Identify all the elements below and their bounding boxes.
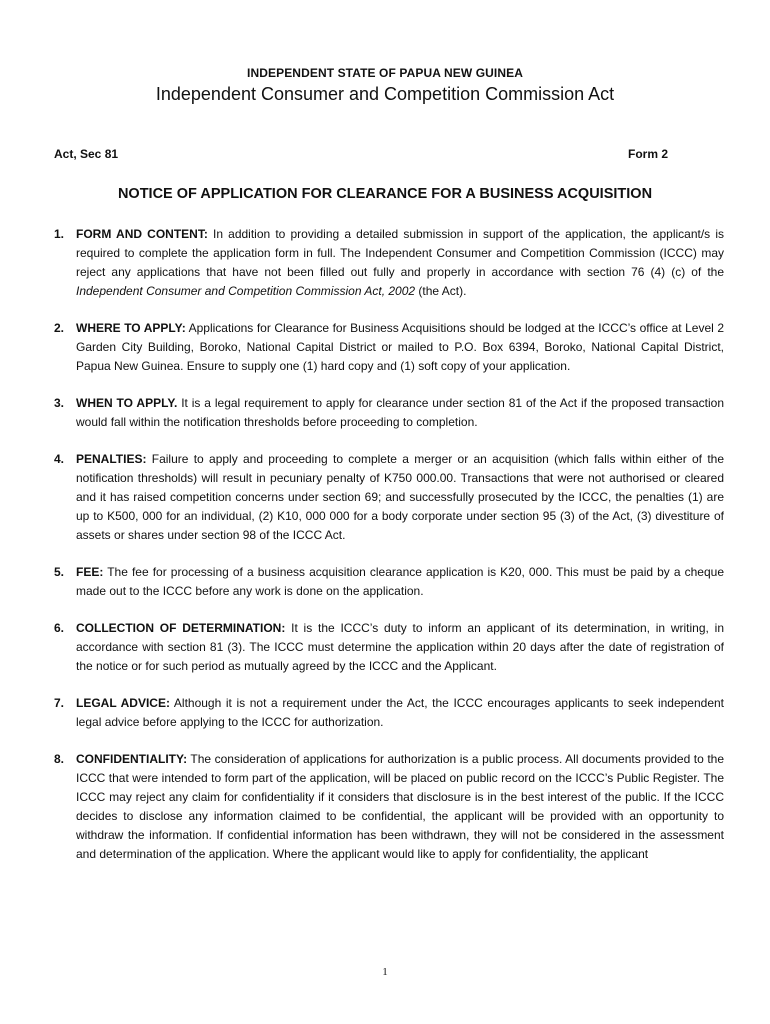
- item-number: 6.: [54, 621, 65, 635]
- notice-title: NOTICE OF APPLICATION FOR CLEARANCE FOR A BUSINESS ACQUISITION: [117, 186, 653, 202]
- list-item-legal-advice: [54, 694, 724, 732]
- item-italic-act-name: Independent Consumer and Competition Commission Act, 2002: [76, 284, 416, 298]
- list-item-when-to-apply: [54, 394, 724, 432]
- item-number: 5.: [54, 565, 65, 579]
- item-heading: PENALTIES:: [76, 452, 147, 466]
- item-heading: WHERE TO APPLY:: [76, 321, 186, 335]
- item-number: 3.: [54, 396, 65, 410]
- item-text: The consideration of applications for authorization is a public process. All documents provided to the ICCC that were intended to form part of the application, will be placed on public record on the ICCC’s Public Register. The ICCC may reject any claim for confidentiality if it considers that disclosure is in the best interest of the public. If the ICCC decides to disclose any information claimed to be confidential, the applicant will be provided with an opportunity to withdraw the information. If confidential information has been withdrawn, they will not be considered in the assessment and determination of the application. Where the applicant would like to apply for confidentiality, the applicant: [76, 752, 724, 861]
- item-text: Applications for Clearance for Business Acquisitions should be lodged at the ICCC’s office at Level 2 Garden City Building, Boroko, National Capital District or mailed to P.O. Box 6394, Boroko, National Capital District, Papua New Guinea. Ensure to supply one (1) hard copy and (1) soft copy of your application.: [76, 321, 724, 373]
- list-item-form-and-content: [54, 225, 724, 301]
- item-heading: LEGAL ADVICE:: [76, 696, 170, 710]
- list-item-confidentiality: [54, 750, 724, 864]
- item-text: Although it is not a requirement under the Act, the ICCC encourages applicants to seek independent legal advice before applying to the ICCC for authorization.: [76, 696, 725, 729]
- list-item-collection-of-determination: [54, 619, 724, 676]
- form-number: Form 2: [627, 147, 668, 161]
- item-heading: CONFIDENTIALITY:: [76, 752, 188, 766]
- item-text-after: (the Act).: [415, 284, 467, 298]
- list-item-where-to-apply: [54, 319, 724, 376]
- item-text: It is the ICCC’s duty to inform an applicant of its determination, in writing, in accordance with section 81 (3). The ICCC must determine the application within 20 days after the date of registration of the notice or for such period as mutually agreed by the ICCC and the Applicant.: [76, 621, 724, 673]
- item-number: 7.: [54, 696, 65, 710]
- item-text: The fee for processing of a business acquisition clearance application is K20, 000. This must be paid by a cheque made out to the ICCC before any work is done on the application.: [76, 565, 724, 598]
- item-number: 1.: [54, 227, 65, 241]
- act-title: Independent Consumer and Competition Commission Act: [155, 84, 615, 104]
- instructions-list: [54, 225, 724, 882]
- item-heading: FORM AND CONTENT:: [76, 227, 208, 241]
- item-number: 2.: [54, 321, 65, 335]
- item-heading: WHEN TO APPLY.: [76, 396, 178, 410]
- item-heading: COLLECTION OF DETERMINATION:: [76, 621, 286, 635]
- page-number: 1: [382, 966, 388, 978]
- list-item-fee: [54, 563, 724, 601]
- item-text: It is a legal requirement to apply for clearance under section 81 of the Act if the proposed transaction would fall within the notification thresholds before proceeding to completion.: [76, 396, 724, 429]
- item-number: 4.: [54, 452, 65, 466]
- item-text: In addition to providing a detailed submission in support of the application, the applicant/s is required to complete the application form in full. The Independent Consumer and Competition Commission (ICCC) may reject any applications that have not been filled out fully and properly in accordance with section 76 (4) (c) of the: [76, 227, 724, 279]
- item-heading: FEE:: [76, 565, 104, 579]
- item-number: 8.: [54, 752, 65, 766]
- list-item-penalties: [54, 450, 724, 545]
- state-heading: INDEPENDENT STATE OF PAPUA NEW GUINEA: [247, 66, 523, 80]
- act-section-reference: Act, Sec 81: [54, 147, 119, 161]
- item-text: Failure to apply and proceeding to complete a merger or an acquisition (which falls within either of the notification thresholds) will result in pecuniary penalty of K750 000.00. Transactions that were not authorised or cleared and it has raised competition concerns under section 69; and successfully prosecuted by the ICCC, the penalties (1) are up to K500, 000 for an individual, (2) K10, 000 000 for a body corporate under section 95 (3) of the Act, (3) divestiture of assets or shares under section 98 of the ICCC Act.: [76, 452, 724, 542]
